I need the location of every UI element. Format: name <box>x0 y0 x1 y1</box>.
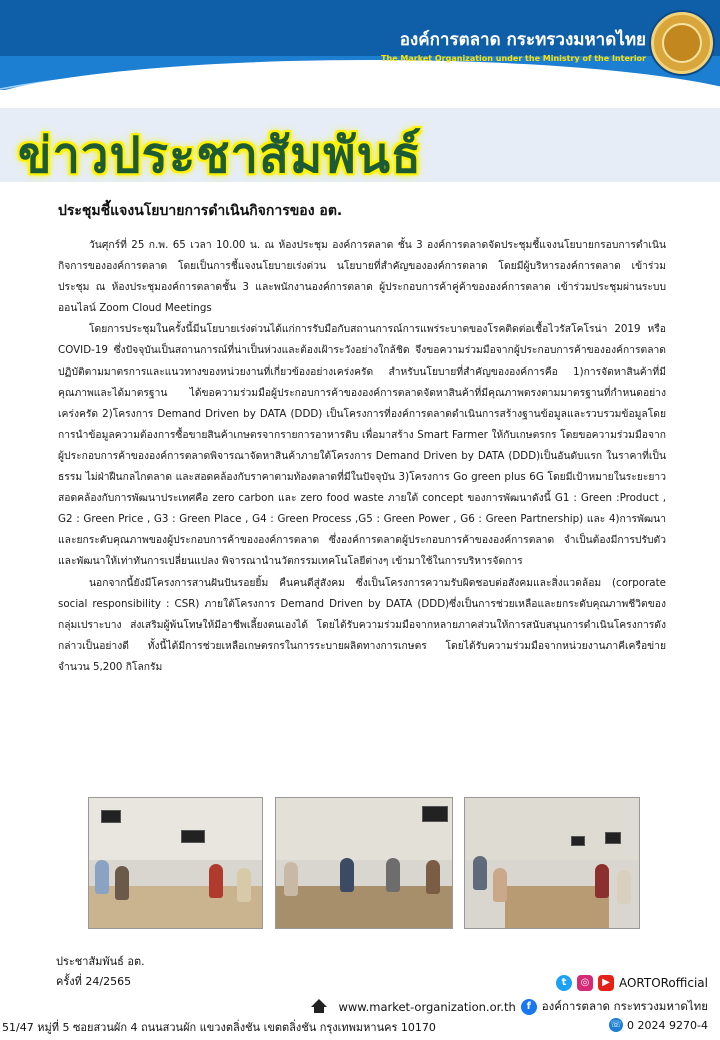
twitter-icon[interactable]: t <box>556 975 572 991</box>
website-row <box>311 997 708 1017</box>
phone-row <box>609 1018 708 1032</box>
meeting-photo-1 <box>88 797 263 929</box>
header-band <box>0 0 720 90</box>
social-handle[interactable]: AORTORofficial <box>618 976 708 990</box>
signature-line-1: ประชาสัมพันธ์ อต. <box>56 955 145 968</box>
article-body <box>58 235 666 678</box>
home-icon <box>311 999 327 1007</box>
phone-number[interactable]: 0 2024 9270-4 <box>627 1018 708 1032</box>
article-title: ประชุมชี้แจงนโยบายการดำเนินกิจการของ อต. <box>58 203 343 219</box>
meeting-photo-2 <box>275 797 453 929</box>
instagram-icon[interactable]: ◎ <box>577 975 593 991</box>
market-organization-seal-icon <box>651 12 713 74</box>
facebook-icon[interactable]: f <box>521 999 537 1015</box>
seal-inner <box>662 23 702 63</box>
youtube-icon[interactable]: ▶ <box>598 975 614 991</box>
org-name-thai: องค์การตลาด กระทรวงมหาดไทย <box>399 30 646 50</box>
banner <box>0 86 720 196</box>
paragraph-2: โดยการประชุมในครั้งนี้มีนโยบายเร่งด่วนได้แก่การรับมือกับสถานการณ์การแพร่ระบาดของโรคติดต่อเชื้อไวรัสโคโรน่า 2019 หรือ COVID-19 ซึ่งปัจจุบันเป็นสถานการณ์ที่น่าเป็นห่วงและต้องเฝ้าระวังอย่างใกล้ชิด จึงขอความร่วมมือจากผู้ประกอบการค้าขององค์การตลาดปฏิบัติตามมาตรการและแนวทางของหน่วยงานที่เกี่ยวข้องอย่างเคร่งครัด สำหรับนโยบายที่สำคัญขององค์การคือ 1)การจัดหาสินค้าที่มีคุณภาพและได้มาตรฐาน ได้ขอความร่วมมือผู้ประกอบการค้าขององค์การตลาดจัดหาสินค้าที่มีคุณภาพตรงตามมาตรฐานที่กำหนดอย่างเคร่งครัด 2)โครงการ Demand Driven by DATA (DDD) เป็นโครงการที่องค์การตลาดดำเนินการสร้างฐานข้อมูลและรวบรวมข้อมูลโดยการนำข้อมูลความต้องการซื้อขายสินค้าเกษตรจากรายการอาหารดิบ เพื่อมาสร้าง Smart Farmer ให้กับเกษตรกร โดยขอความร่วมมือจากผู้ประกอบการค้าขององค์การตลาดพิจารณาจัดหาสินค้าภายใต้โครงการ Demand Driven by DATA (DDD)เป็นอันดับแรก ในราคาที่เป็นธรรม ไม่ฝ่าฝืนกลไกตลาด และสอดคล้องกับราคาตามท้องตลาดที่มีในปัจจุบัน 3)โครงการ Go green plus 6G โดยมีเป้าหมายในระยะยาวสอดคล้องกับการพัฒนาประเทศคือ zero carbon และ zero food waste ภายใต้ concept ของการพัฒนาดังนี้ G1 : Green :Product , G2 : Green Price , G3 : Green Place , G4 : Green Process ,G5 : Green Power , G6 : Green Partnership) และ 4)การพัฒนาและยกระดับคุณภาพของผู้ประกอบการค้าขององค์การตลาด ซึ่งองค์การตลาดผู้ประกอบการค้าขององค์การตลาด จำเป็นต้องมีการปรับตัวและพัฒนาให้เท่าทันการเปลี่ยนแปลง พิจารณานำนวัตกรรมเทคโนโลยีต่างๆ เข้ามาใช้ในการบริหารจัดการ <box>58 323 666 568</box>
social-media-row <box>556 973 708 993</box>
website-link[interactable]: www.market-organization.or.th <box>338 1000 516 1014</box>
facebook-page[interactable]: องค์การตลาด กระทรวงมหาดไทย <box>541 999 708 1013</box>
signature-line-2: ครั้งที่ 24/2565 <box>56 975 132 988</box>
org-name-english: The Market Organization under the Ministry of the Interior <box>381 54 646 63</box>
banner-heading: ข่าวประชาสัมพันธ์ <box>18 127 422 184</box>
meeting-photo-3 <box>464 797 640 929</box>
phone-icon: ☏ <box>610 1020 622 1030</box>
paragraph-1: วันศุกร์ที่ 25 ก.พ. 65 เวลา 10.00 น. ณ ห้องประชุม องค์การตลาด ชั้น 3 องค์การตลาดจัดประชุมชี้แจงนโยบายกรอบการดำเนินกิจการขององค์การตลาด โดยเป็นการชี้แจงนโยบายเร่งด่วน นโยบายที่สำคัญขององค์การตลาด โดยมีผู้บริหารองค์การตลาด เข้าร่วมประชุม ณ ห้องประชุมองค์การตลาดชั้น 3 และพนักงานองค์การตลาด ผู้ประกอบการค้าคู่ค้าขององค์การตลาด เข้าร่วมประชุมผ่านระบบออนไลน์ Zoom Cloud Meetings <box>58 239 666 315</box>
address: 51/47 หมู่ที่ 5 ซอยสวนผัก 4 ถนนสวนผัก แขวงตลิ่งชัน เขตตลิ่งชัน กรุงเทพมหานคร 10170 <box>2 1021 436 1034</box>
paragraph-3: นอกจากนี้ยังมีโครงการสานฝันปันรอยยิ้ม คืนคนดีสู่สังคม ซึ่งเป็นโครงการความรับผิดชอบต่อสังคมและสิ่งแวดล้อม (corporate social responsibility : CSR) ภายใต้โครงการ Demand Driven by DATA (DDD)ซึ่งเป็นการช่วยเหลือและยกระดับคุณภาพชีวิตของกลุ่มเปราะบาง ส่งเสริมผู้พ้นโทษให้มีอาชีพเลี้ยงตนเองได้ โดยได้รับความร่วมมือจากหลายภาคส่วนให้การสนับสนุนการดำเนินโครงการดังกล่าวเป็นอย่างดี ทั้งนี้ได้มีการช่วยเหลือเกษตรกรในการระบายผลิตทางการเกษตร โดยได้รับความร่วมมือจากหน่วยงานภาคีเครือข่าย จำนวน 5,200 กิโลกรัม <box>58 576 666 673</box>
